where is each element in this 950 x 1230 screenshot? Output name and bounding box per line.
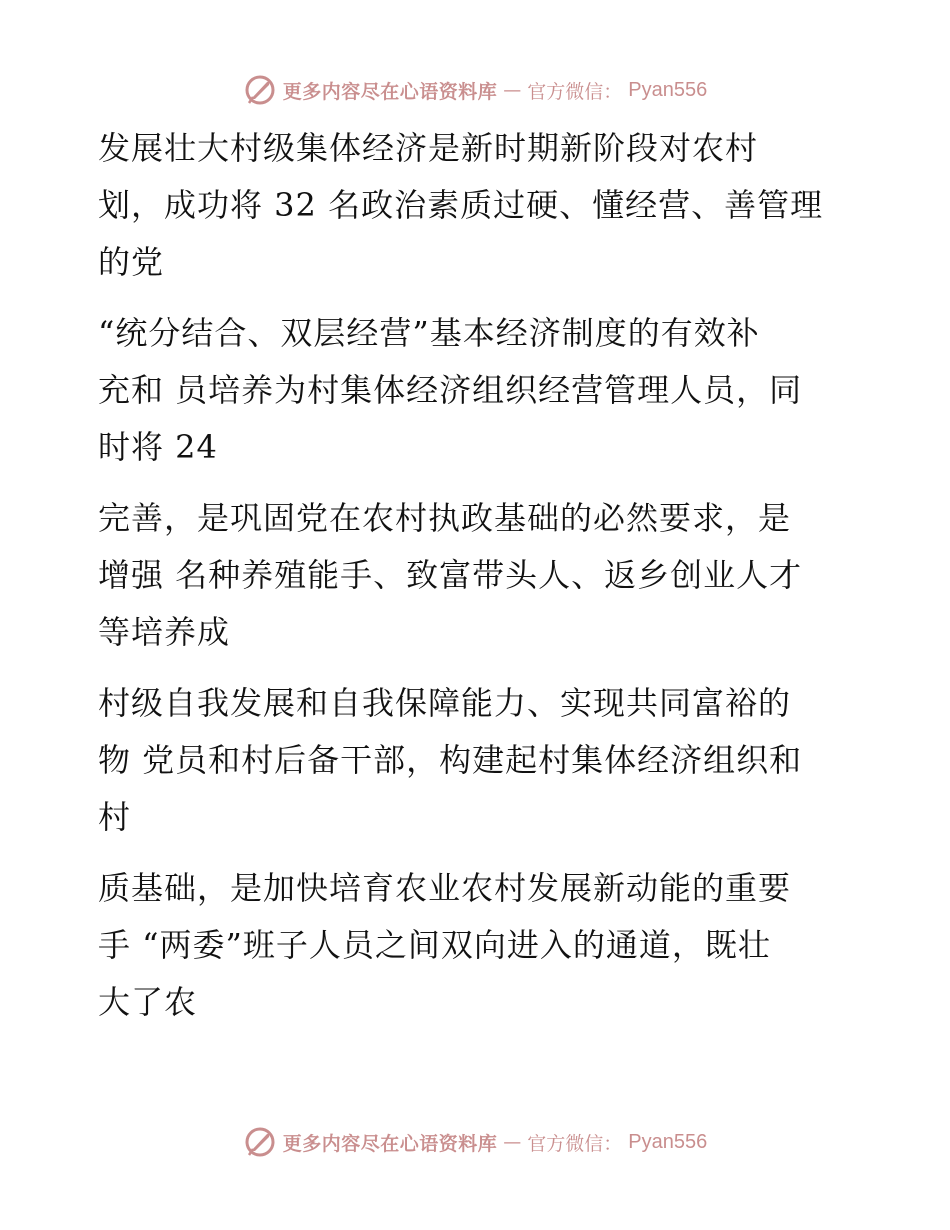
paragraph-4 [98, 675, 858, 846]
paragraph-line: 发展壮大村级集体经济是新时期新阶段对农村 [98, 129, 759, 167]
paragraph-line: 手 “两委”班子人员之间双向进入的通道，既壮 [98, 926, 771, 964]
feather-logo-icon [243, 73, 277, 107]
paragraph-line: 村 [98, 798, 132, 836]
header-wechat-label: 官方微信： [527, 80, 623, 103]
paragraph-line: 等培养成 [98, 613, 231, 651]
header-promo-text: 更多内容尽在心语资料库 [282, 80, 498, 103]
paragraph-1 [98, 120, 858, 291]
header-banner [0, 70, 950, 110]
header-separator: — [503, 79, 522, 101]
paragraph-line: 物 党员和村后备干部，构建起村集体经济组织和 [98, 741, 803, 779]
document-body [98, 120, 858, 1045]
paragraph-5 [98, 860, 858, 1031]
paragraph-2 [98, 305, 858, 476]
footer-promo-text: 更多内容尽在心语资料库 [282, 1132, 498, 1155]
paragraph-line: 时将 24 [98, 428, 218, 466]
paragraph-line: 充和 员培养为村集体经济组织经营管理人员，同 [98, 371, 803, 409]
paragraph-line: 划，成功将 32 名政治素质过硬、懂经营、善管理 [98, 186, 824, 224]
paragraph-line: 的党 [98, 243, 165, 281]
footer-wechat-label: 官方微信： [527, 1132, 623, 1155]
paragraph-3 [98, 490, 858, 661]
paragraph-line: 增强 名种养殖能手、致富带头人、返乡创业人才 [98, 556, 803, 594]
paragraph-line: 质基础，是加快培育农业农村发展新动能的重要 [98, 869, 792, 907]
footer-banner [0, 1122, 950, 1162]
footer-separator: — [503, 1131, 522, 1153]
header-wechat-id: Pyan556 [628, 78, 708, 101]
paragraph-line: 大了农 [98, 983, 198, 1021]
paragraph-line: 完善，是巩固党在农村执政基础的必然要求，是 [98, 499, 792, 537]
paragraph-line: 村级自我发展和自我保障能力、实现共同富裕的 [98, 684, 792, 722]
footer-wechat-id: Pyan556 [628, 1130, 708, 1153]
feather-logo-icon [243, 1125, 277, 1159]
paragraph-line: “统分结合、双层经营”基本经济制度的有效补 [98, 314, 760, 352]
